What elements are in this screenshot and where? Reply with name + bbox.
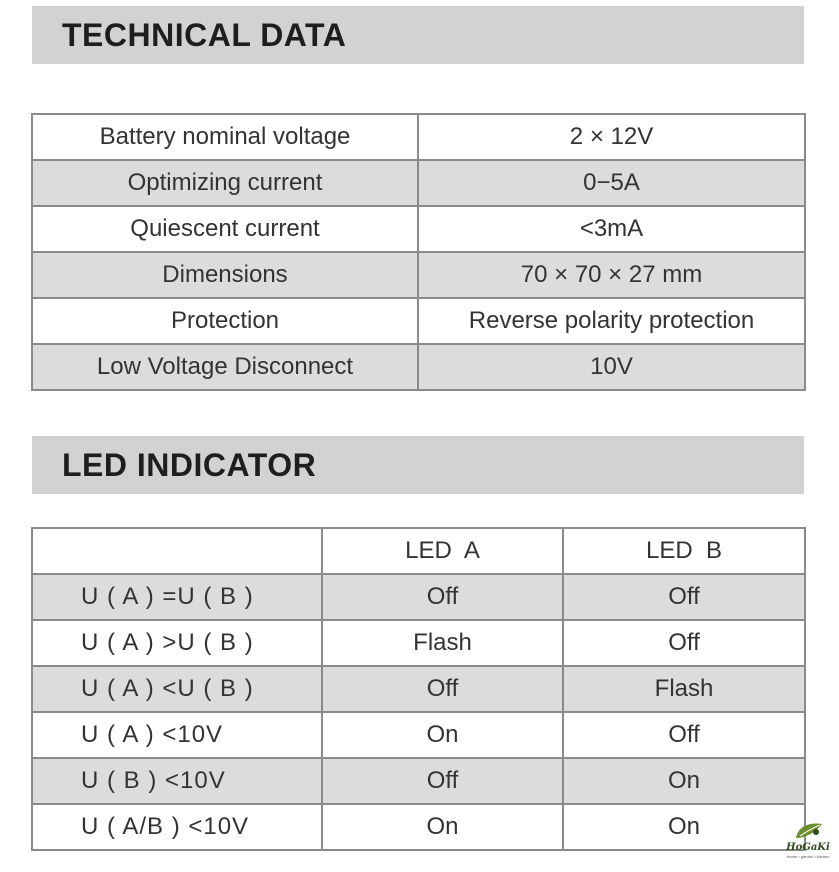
logo-wordmark: HoGaKi bbox=[786, 842, 830, 853]
led-a-state: Flash bbox=[322, 620, 563, 666]
condition-cell: U ( A ) =U ( B ) bbox=[32, 574, 322, 620]
led-b-state: Off bbox=[563, 574, 805, 620]
led-b-state: Off bbox=[563, 712, 805, 758]
technical-data-title: TECHNICAL DATA bbox=[62, 16, 347, 53]
table-row bbox=[32, 252, 805, 298]
table-row bbox=[32, 114, 805, 160]
spec-label: Dimensions bbox=[32, 252, 418, 298]
column-header-led-a: LED A bbox=[322, 528, 563, 574]
condition-cell: U ( A ) >U ( B ) bbox=[32, 620, 322, 666]
led-b-state: On bbox=[563, 804, 805, 850]
spec-label: Low Voltage Disconnect bbox=[32, 344, 418, 390]
table-row bbox=[32, 160, 805, 206]
column-header-led-b: LED B bbox=[563, 528, 805, 574]
condition-cell: U ( A ) <U ( B ) bbox=[32, 666, 322, 712]
spec-label: Protection bbox=[32, 298, 418, 344]
led-a-state: Off bbox=[322, 758, 563, 804]
led-a-state: On bbox=[322, 712, 563, 758]
table-row bbox=[32, 206, 805, 252]
led-a-state: Off bbox=[322, 666, 563, 712]
table-row bbox=[32, 712, 805, 758]
spec-value: 10V bbox=[418, 344, 805, 390]
spec-value: 0−5A bbox=[418, 160, 805, 206]
table-row bbox=[32, 298, 805, 344]
led-indicator-header bbox=[32, 436, 804, 494]
table-row bbox=[32, 574, 805, 620]
condition-cell: U ( B ) <10V bbox=[32, 758, 322, 804]
led-a-state: Off bbox=[322, 574, 563, 620]
table-row bbox=[32, 666, 805, 712]
spec-value: 70 × 70 × 27 mm bbox=[418, 252, 805, 298]
led-indicator-title: LED INDICATOR bbox=[62, 446, 317, 483]
led-a-state: On bbox=[322, 804, 563, 850]
condition-cell: U ( A ) <10V bbox=[32, 712, 322, 758]
spec-value: Reverse polarity protection bbox=[418, 298, 805, 344]
table-row bbox=[32, 758, 805, 804]
logo-tagline: Home • garden • kitchen bbox=[786, 854, 830, 859]
table-row bbox=[32, 804, 805, 850]
leaf-icon bbox=[780, 816, 836, 844]
led-b-state: On bbox=[563, 758, 805, 804]
table-header-row bbox=[32, 528, 805, 574]
condition-cell: U ( A/B ) <10V bbox=[32, 804, 322, 850]
column-header-empty bbox=[32, 528, 322, 574]
spec-label: Battery nominal voltage bbox=[32, 114, 418, 160]
spec-value: <3mA bbox=[418, 206, 805, 252]
hogaki-logo bbox=[780, 816, 836, 860]
spec-label: Optimizing current bbox=[32, 160, 418, 206]
technical-data-header bbox=[32, 6, 804, 64]
led-b-state: Off bbox=[563, 620, 805, 666]
spec-value: 2 × 12V bbox=[418, 114, 805, 160]
table-row bbox=[32, 344, 805, 390]
table-row bbox=[32, 620, 805, 666]
technical-data-table bbox=[31, 113, 806, 391]
spec-label: Quiescent current bbox=[32, 206, 418, 252]
led-b-state: Flash bbox=[563, 666, 805, 712]
led-indicator-table bbox=[31, 527, 806, 851]
